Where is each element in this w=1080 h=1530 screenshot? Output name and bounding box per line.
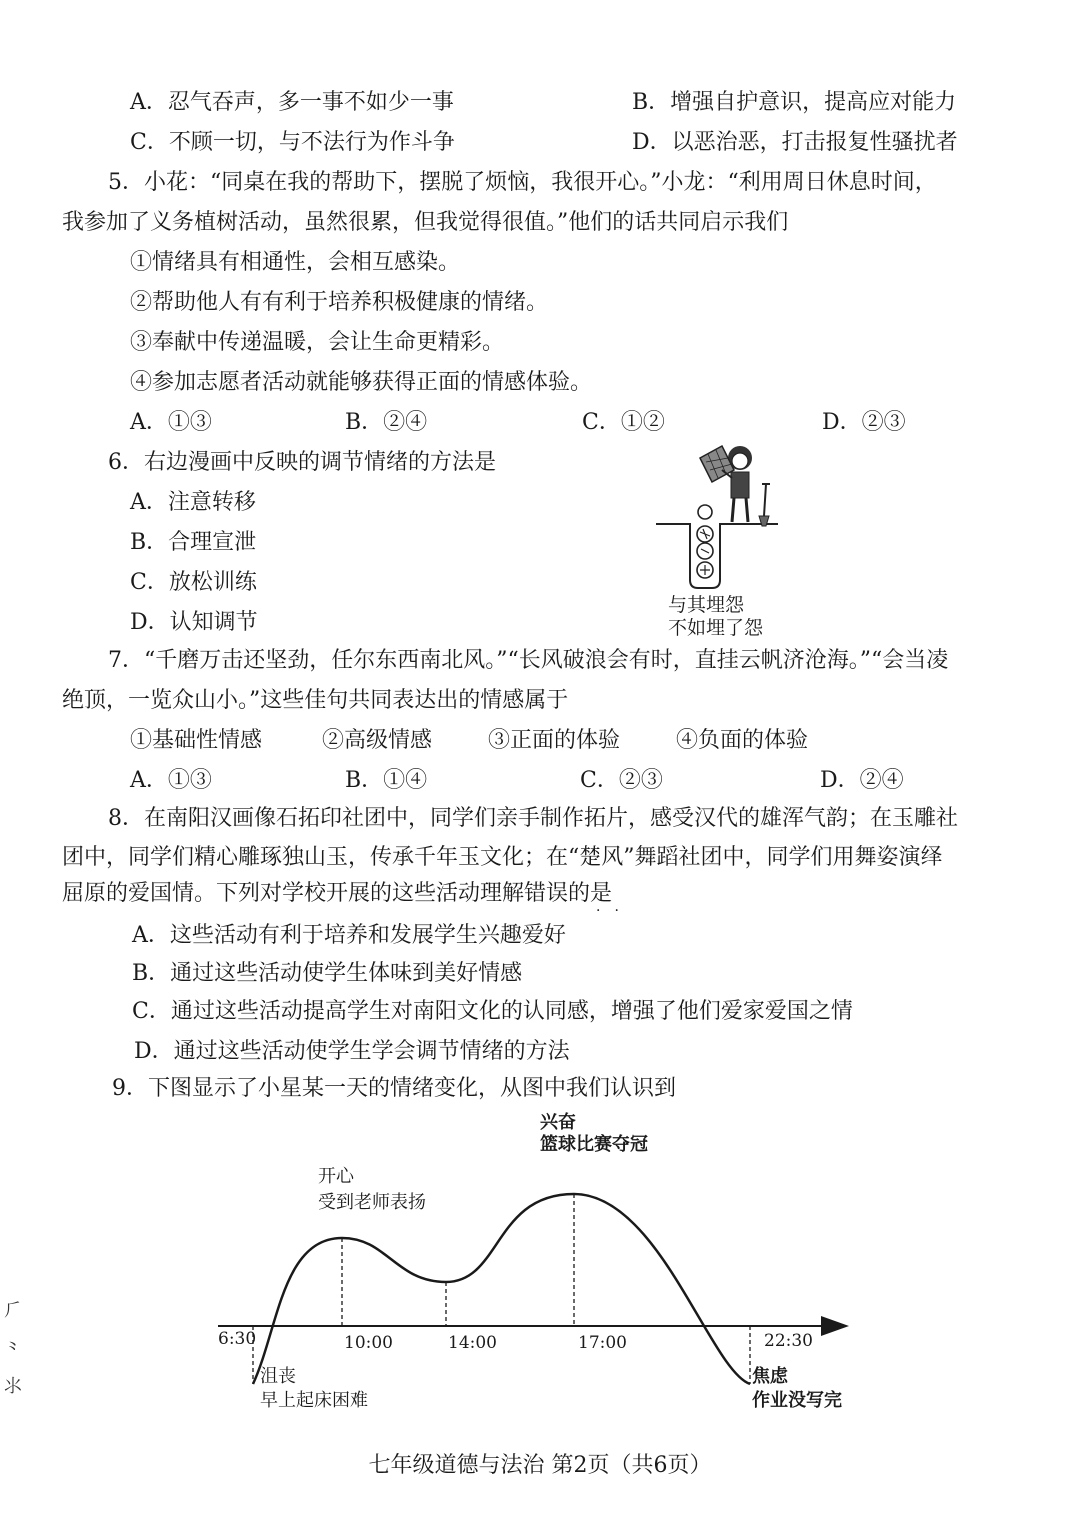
q6-option-a: A．注意转移 [130,490,256,515]
q7-statement-4: ④负面的体验 [676,728,809,753]
annotation-mood-22:30: 焦虑 [752,1366,788,1387]
annotation-event-10:00: 受到老师表扬 [318,1192,426,1213]
tick-label-17:00: 17:00 [578,1333,627,1353]
q4-option-d: D．以恶治恶，打击报复性骚扰者 [632,130,958,155]
q5-option-c: C．①② [582,410,665,435]
emphasis-dots: ·· [596,903,633,919]
q7-option-c: C．②③ [580,768,663,793]
tick-label-14:00: 14:00 [448,1333,497,1353]
q5-statement-4: ④参加志愿者活动就能够获得正面的情感体验。 [130,370,593,395]
cartoon-caption-line1: 与其埋怨 [668,594,745,616]
q7-option-a: A．①③ [130,768,212,793]
q4-option-b: B．增强自护意识，提高应对能力 [632,90,957,115]
margin-mark-3: ⺢ [4,1376,22,1397]
mood-curve [253,1194,750,1384]
q5-statement-1: ①情绪具有相通性，会相互感染。 [130,250,461,275]
annotation-mood-17:00: 兴奋 [540,1112,576,1133]
q8-option-a: A．这些活动有利于培养和发展学生兴趣爱好 [132,923,566,948]
mood-line-chart [0,1100,1080,1430]
q7-stem-line2: 绝顶，一览众山小。”这些佳句共同表达出的情感属于 [62,688,569,713]
q5-statement-2: ②帮助他人有有利于培养积极健康的情绪。 [130,290,549,315]
q5-statement-3: ③奉献中传递温暖，会让生命更精彩。 [130,330,505,355]
q8-stem-line2: 团中，同学们精心雕琢独山玉，传承千年玉文化；在“楚风”舞蹈社团中，同学们用舞姿演绎 [62,845,943,870]
annotation-event-6:30: 早上起床困难 [260,1390,368,1411]
q6-option-c: C．放松训练 [130,570,257,595]
annotation-event-22:30: 作业没写完 [752,1390,842,1411]
q5-stem-line2: 我参加了义务植树活动，虽然很累，但我觉得很值。”他们的话共同启示我们 [62,210,789,235]
q7-statement-2: ②高级情感 [322,728,433,753]
q5-stem-line1: 5．小花：“同桌在我的帮助下，摆脱了烦恼，我很开心。”小龙：“利用周日休息时间， [108,170,937,195]
cartoon-caption-line2: 不如埋了怨 [668,617,764,639]
q7-option-d: D．②④ [820,768,904,793]
q7-statement-1: ①基础性情感 [130,728,263,753]
q8-option-c: C．通过这些活动提高学生对南阳文化的认同感，增强了他们爱家爱国之情 [132,999,853,1024]
q5-option-a: A．①③ [130,410,212,435]
q8-stem-line1: 8．在南阳汉画像石拓印社团中，同学们亲手制作拓片，感受汉代的雄浑气韵；在玉雕社 [108,806,958,831]
q5-option-b: B．②④ [345,410,428,435]
tick-label-22:30: 22:30 [764,1331,813,1351]
q7-option-b: B．①④ [345,768,428,793]
annotation-event-17:00: 篮球比赛夺冠 [540,1134,648,1155]
q4-option-c: C．不顾一切，与不法行为作斗争 [130,130,455,155]
q7-statement-3: ③正面的体验 [488,728,621,753]
q4-option-a: A．忍气吞声，多一事不如少一事 [130,90,454,115]
tick-label-6:30: 6:30 [218,1329,257,1349]
q8-option-d: D．通过这些活动使学生学会调节情绪的方法 [134,1039,570,1064]
page-footer: 七年级道德与法治 第2页（共6页） [368,1453,712,1478]
q6-stem: 6．右边漫画中反映的调节情绪的方法是 [108,450,496,475]
annotation-mood-10:00: 开心 [318,1166,354,1187]
margin-mark-1: ⺁ [4,1300,22,1321]
margin-mark-2: ⺀ [4,1340,22,1361]
q8-option-b: B．通过这些活动使学生体味到美好情感 [132,961,523,986]
annotation-mood-6:30: 沮丧 [260,1366,296,1387]
tick-label-10:00: 10:00 [344,1333,393,1353]
q6-option-b: B．合理宣泄 [130,530,257,555]
q5-option-d: D．②③ [822,410,906,435]
q8-stem-line3: 屈原的爱国情。下列对学校开展的这些活动理解错误的是 [62,881,613,906]
q6-option-d: D．认知调节 [130,610,258,635]
q7-stem-line1: 7．“千磨万击还坚劲，任尔东西南北风。”“长风破浪会有时，直挂云帆济沧海。”“会当凌 [108,648,949,673]
q9-stem: 9．下图显示了小星某一天的情绪变化，从图中我们认识到 [112,1076,676,1101]
